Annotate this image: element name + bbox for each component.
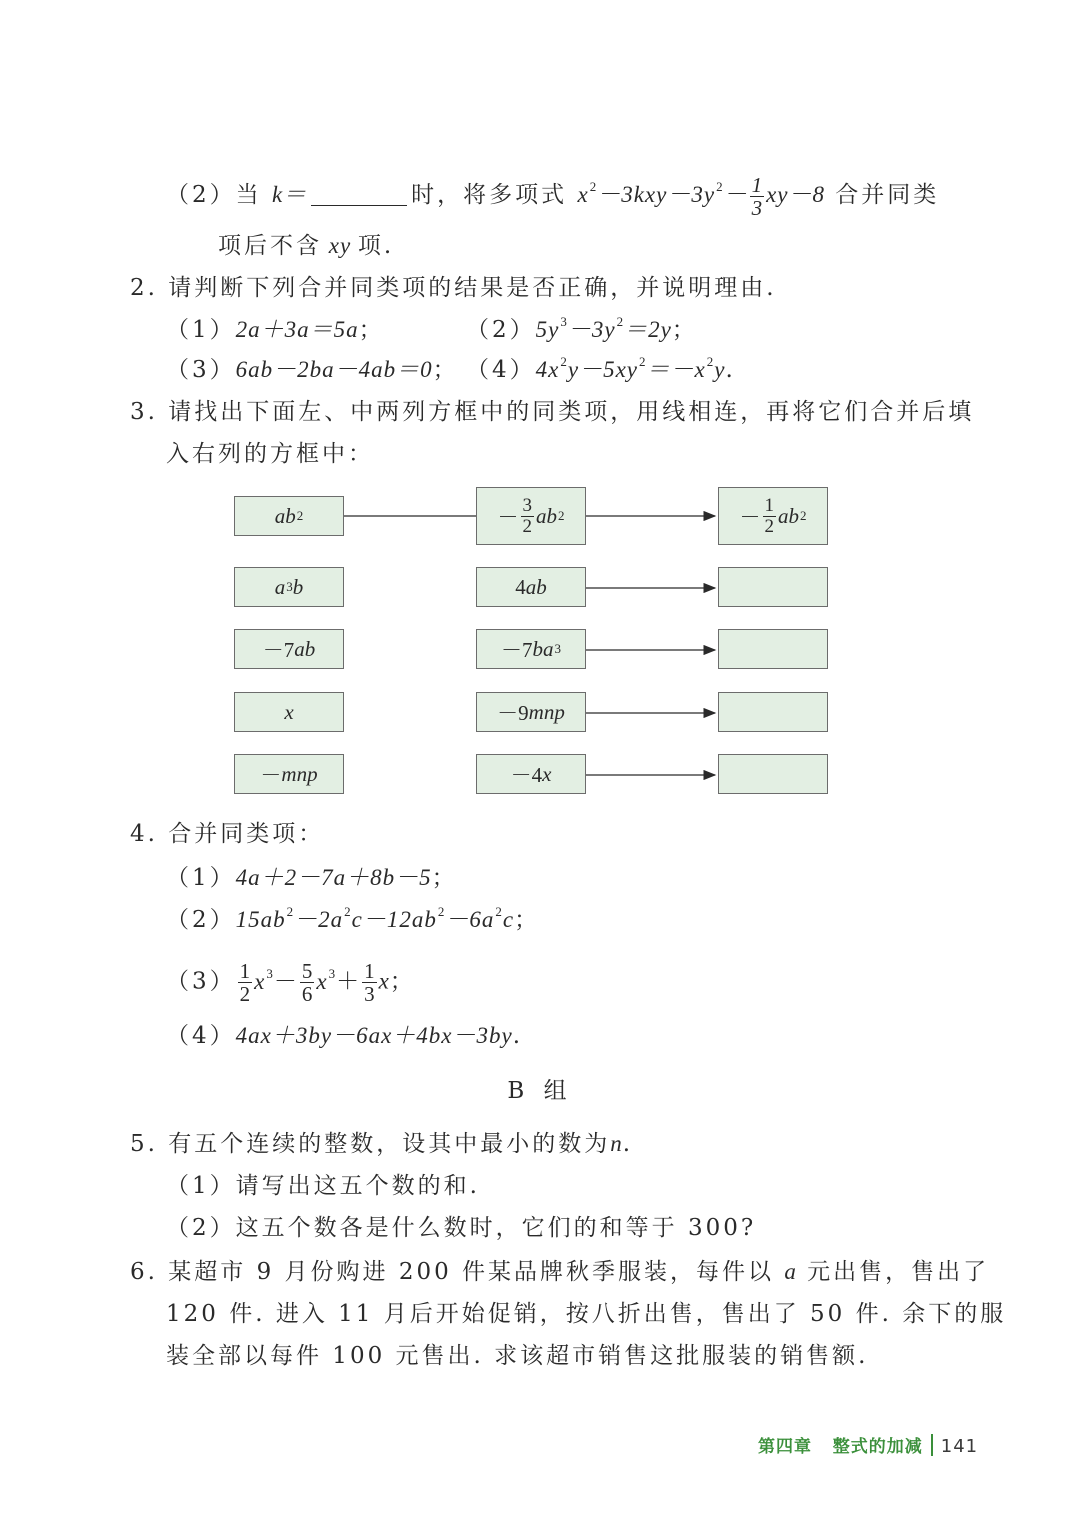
left-box-3: －7 ab — [234, 629, 344, 669]
question-6-line-3: 装全部以每件 100 元售出. 求该超市销售这批服装的销售额. — [166, 1343, 869, 1369]
left-box-4: x — [234, 692, 344, 732]
section-title: B 组 — [507, 1078, 573, 1104]
q2-item-3: （3）6ab－2ba－4ab＝0； — [166, 357, 459, 383]
question-3-cont: 入右列的方框中： — [166, 441, 374, 467]
item-1-2-cont: 项后不含 xy 项. — [218, 233, 395, 259]
footer-title: 整式的加减 — [832, 1437, 923, 1457]
q4-item-3: （3） $\frac{1}{2}$ $x^3-$ $\frac{5}{6}$ $x^3+$ $\frac{1}{3}$ x； — [166, 959, 416, 1006]
q5-sub-2: （2）这五个数各是什么数时，它们的和等于 300? — [166, 1215, 757, 1241]
right-box-3 — [718, 629, 828, 669]
item-1-2: （2）当 k＝ 时，将多项式 $x^2-3kxy-3y^2-$ $\frac{1}{3}$ xy－8 合并同类 — [166, 173, 940, 220]
q2-text: 请判断下列合并同类项的结果是否正确，并说明理由. — [168, 275, 777, 301]
q4-item-4: （4）4ax＋3by－6ax＋4bx－3by. — [166, 1023, 524, 1049]
right-box-4 — [718, 692, 828, 732]
q4-item-2: $(2)15ab^2-2a^2c-12ab^2-6a^2c$； — [166, 904, 541, 933]
right-box-1: － $\frac{1}{2}$ ab 2 — [718, 487, 828, 545]
left-box-2: a 3 b — [234, 567, 344, 607]
polynomial-expression: $x^2-3kxy-3y^2-$ $\frac{1}{3}$ xy－8 — [577, 173, 825, 220]
question-3: 3. 请找出下面左、中两列方框中的同类项，用线相连，再将它们合并后填 — [130, 399, 975, 425]
middle-box-1: － $\frac{3}{2}$ ab 2 — [476, 487, 586, 545]
k-equals: k＝ — [271, 181, 308, 207]
right-box-5 — [718, 754, 828, 794]
q2-item-2: $(2)5y^3-3y^2=2y$； — [466, 314, 698, 343]
middle-box-4: －9 mnp — [476, 692, 586, 732]
left-box-1: ab 2 — [234, 496, 344, 536]
question-6: 6. 某超市 9 月份购进 200 件某品牌秋季服装，每件以 a 元出售，售出了 — [130, 1259, 990, 1285]
middle-box-5: －4 x — [476, 754, 586, 794]
right-box-2 — [718, 567, 828, 607]
page-number: 141 — [940, 1436, 979, 1457]
page-footer — [758, 1432, 978, 1457]
q5-sub-1: （1）请写出这五个数的和. — [166, 1173, 480, 1199]
q2-number: 2. — [130, 275, 158, 301]
q4-item-1: （1）4a＋2－7a＋8b－5； — [166, 865, 458, 891]
item-1-2-prefix: （2）当 — [166, 181, 262, 208]
middle-box-2: 4 ab — [476, 567, 586, 607]
q2-item-1: （1）2a＋3a＝5a； — [166, 317, 385, 343]
question-4: 4. 合并同类项： — [130, 821, 325, 847]
left-box-5: － mnp — [234, 754, 344, 794]
question-5: 5. 有五个连续的整数，设其中最小的数为n. — [130, 1131, 634, 1157]
middle-box-3: －7 ba 3 — [476, 629, 586, 669]
question-6-line-2: 120 件. 进入 11 月后开始促销，按八折出售，售出了 50 件. 余下的服 — [166, 1301, 1007, 1327]
q2-item-4: $(4)4x^2y-5xy^2=-x^2y$. — [466, 354, 736, 383]
footer-chapter: 第四章 — [758, 1437, 812, 1457]
footer-divider — [931, 1434, 933, 1456]
item-1-2-text: 时，将多项式 — [411, 181, 568, 208]
